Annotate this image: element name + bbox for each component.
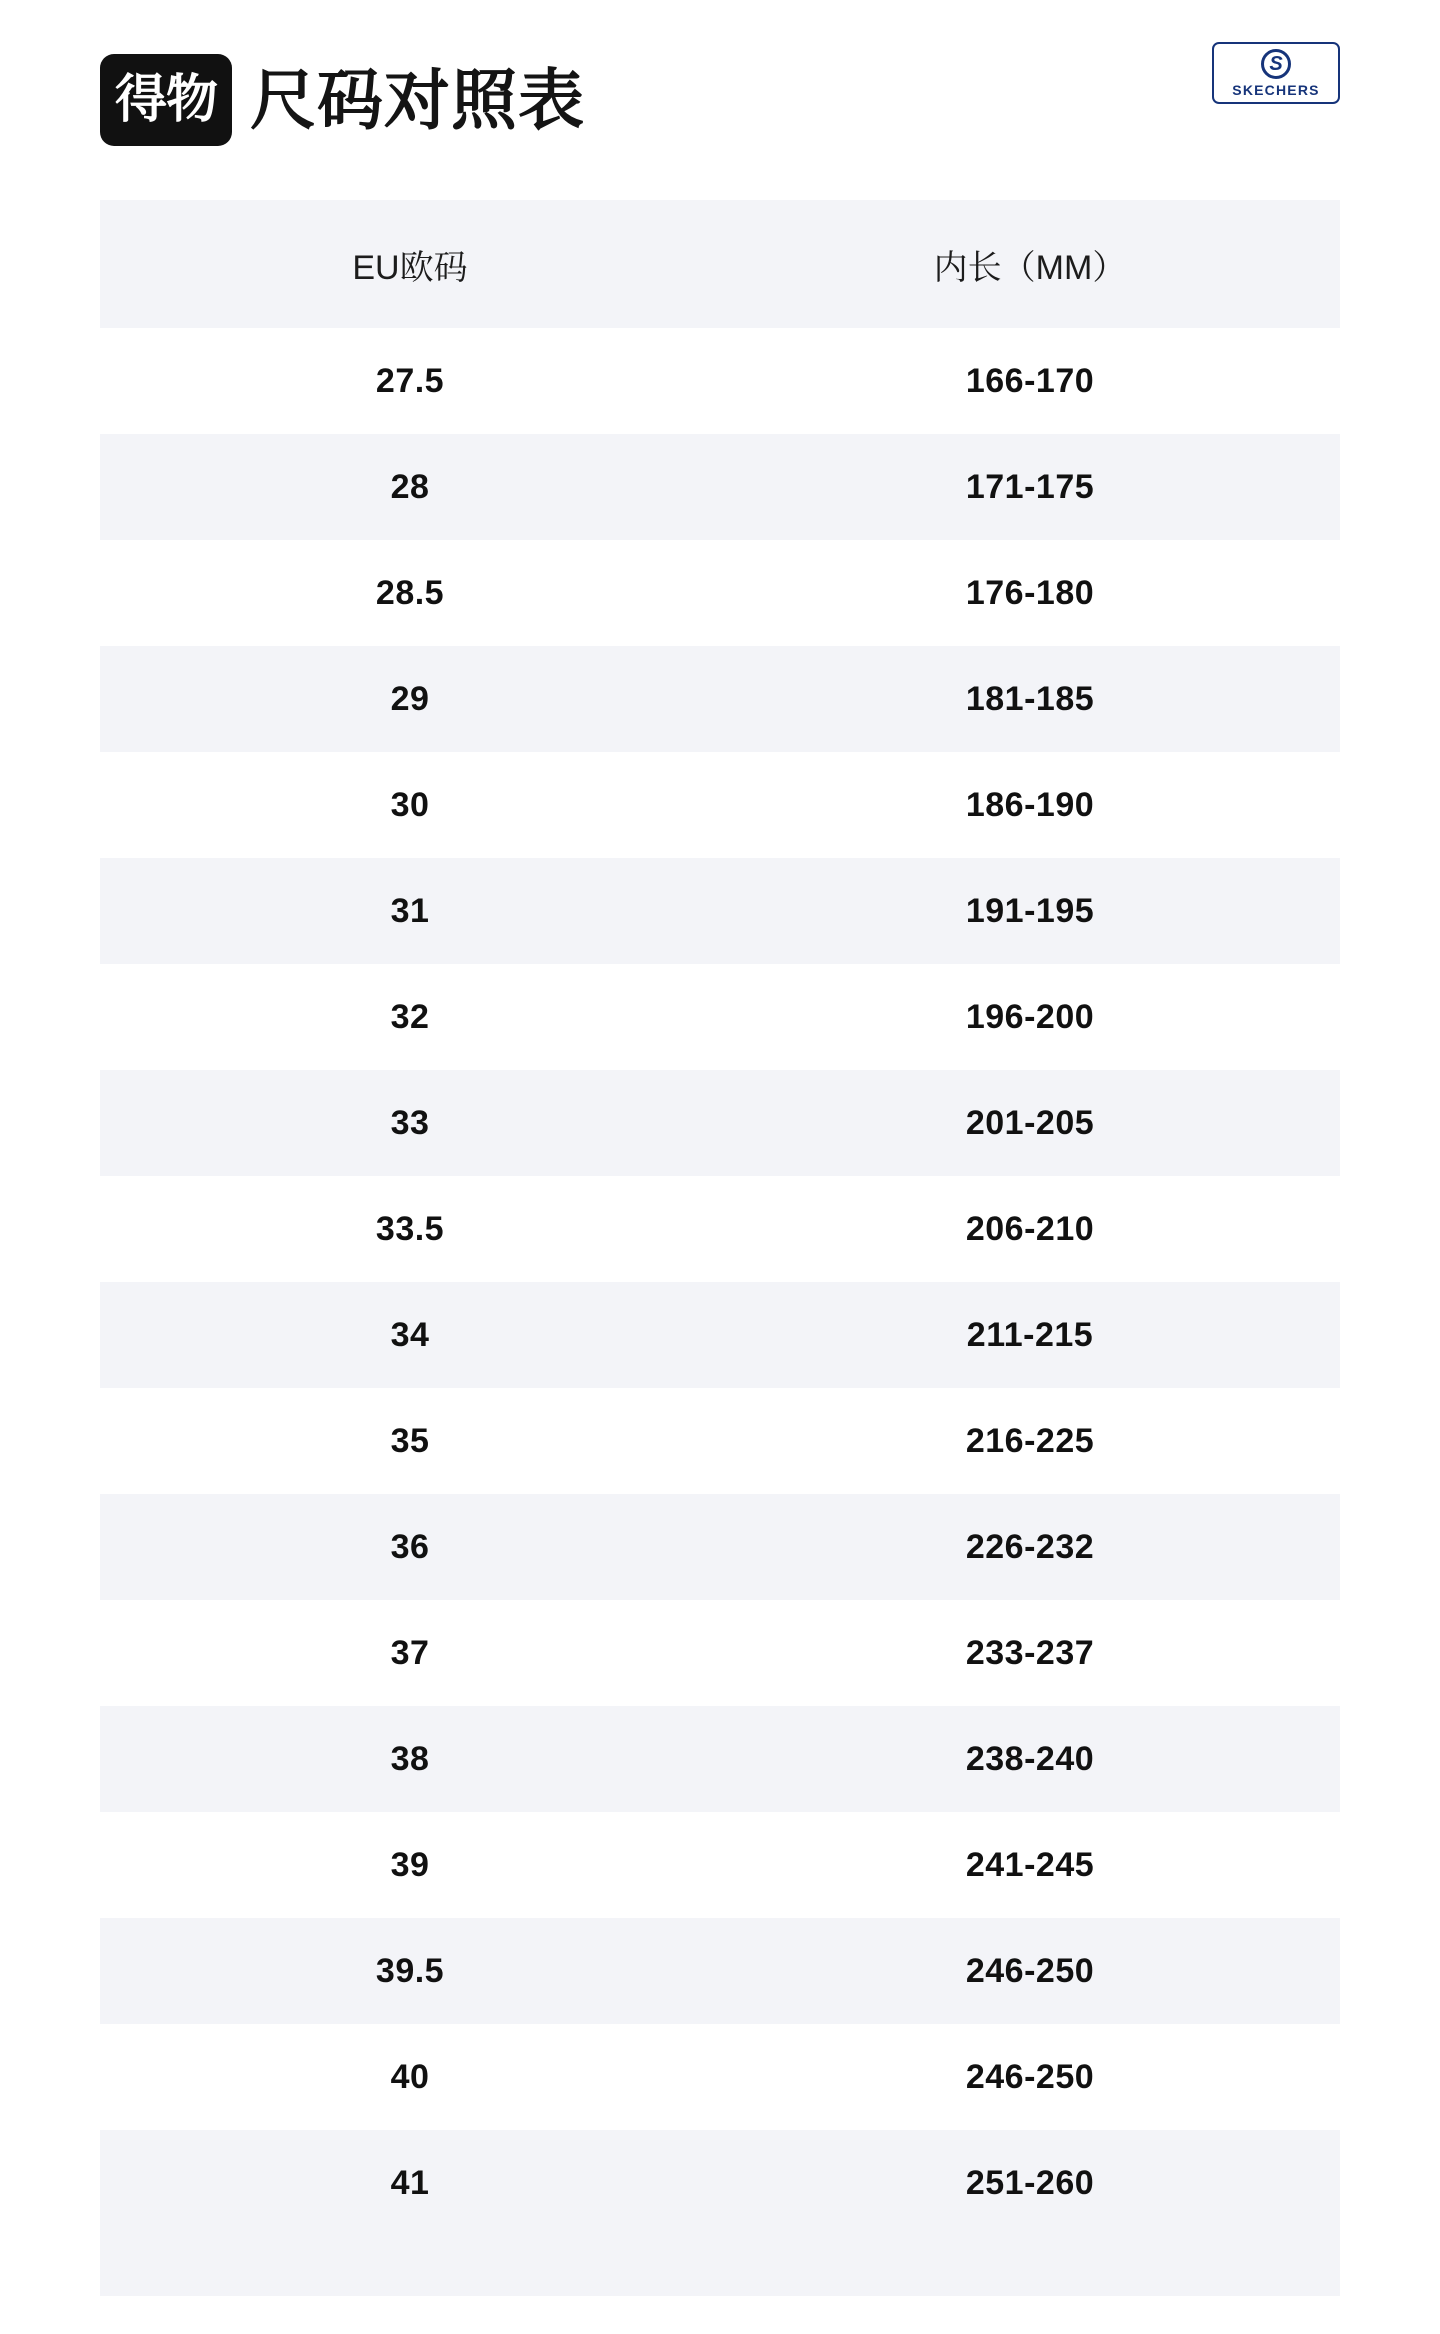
- page-header: [0, 0, 1440, 200]
- brand-block: [100, 54, 585, 146]
- size-chart-table: [100, 200, 1340, 2236]
- cell-inner-length: 196-200: [720, 964, 1340, 1070]
- cell-eu-size: 33.5: [100, 1176, 720, 1282]
- cell-eu-size: 31: [100, 858, 720, 964]
- cell-inner-length: 226-232: [720, 1494, 1340, 1600]
- cell-inner-length: 171-175: [720, 434, 1340, 540]
- cell-inner-length: 181-185: [720, 646, 1340, 752]
- cell-inner-length: 201-205: [720, 1070, 1340, 1176]
- cell-eu-size: 38: [100, 1706, 720, 1812]
- cell-eu-size: 32: [100, 964, 720, 1070]
- cell-eu-size: 29: [100, 646, 720, 752]
- table-row: [100, 1388, 1340, 1494]
- cell-inner-length: 206-210: [720, 1176, 1340, 1282]
- cell-eu-size: 41: [100, 2130, 720, 2236]
- skechers-logo: [1212, 42, 1340, 104]
- cell-eu-size: 35: [100, 1388, 720, 1494]
- cell-eu-size: 39.5: [100, 1918, 720, 2024]
- cell-inner-length: 241-245: [720, 1812, 1340, 1918]
- cell-eu-size: 36: [100, 1494, 720, 1600]
- skechers-s-icon: S: [1261, 49, 1291, 79]
- table-row: [100, 1918, 1340, 2024]
- cell-eu-size: 28: [100, 434, 720, 540]
- cell-inner-length: 216-225: [720, 1388, 1340, 1494]
- table-row: [100, 1070, 1340, 1176]
- table-row: [100, 858, 1340, 964]
- column-header-eu: EU欧码: [352, 248, 468, 287]
- table-row: [100, 1812, 1340, 1918]
- table-row: [100, 328, 1340, 434]
- cell-eu-size: 40: [100, 2024, 720, 2130]
- cell-eu-size: 28.5: [100, 540, 720, 646]
- table-row: [100, 964, 1340, 1070]
- cell-inner-length: 246-250: [720, 2024, 1340, 2130]
- skechers-wordmark: SKECHERS: [1232, 81, 1320, 98]
- cell-eu-size: 39: [100, 1812, 720, 1918]
- table-row: [100, 1600, 1340, 1706]
- cell-inner-length: 176-180: [720, 540, 1340, 646]
- cell-inner-length: 211-215: [720, 1282, 1340, 1388]
- cell-eu-size: 27.5: [100, 328, 720, 434]
- table-head: [100, 200, 1340, 328]
- cell-eu-size: 37: [100, 1600, 720, 1706]
- table-row: [100, 2130, 1340, 2236]
- cell-eu-size: 34: [100, 1282, 720, 1388]
- table-row: [100, 1706, 1340, 1812]
- table-row: [100, 752, 1340, 858]
- page-title: 尺码对照表: [250, 63, 585, 137]
- cell-eu-size: 30: [100, 752, 720, 858]
- dewu-logo-text: 得物: [114, 71, 217, 129]
- dewu-logo-badge: [100, 54, 232, 146]
- size-chart-container: [100, 200, 1340, 2296]
- table-header-row: [100, 200, 1340, 328]
- cell-inner-length: 186-190: [720, 752, 1340, 858]
- table-row: [100, 1282, 1340, 1388]
- column-header-length: 内长（MM）: [933, 248, 1127, 287]
- table-row: [100, 2024, 1340, 2130]
- cell-inner-length: 251-260: [720, 2130, 1340, 2236]
- table-row: [100, 646, 1340, 752]
- cell-eu-size: 33: [100, 1070, 720, 1176]
- cell-inner-length: 166-170: [720, 328, 1340, 434]
- table-row: [100, 540, 1340, 646]
- table-row: [100, 1176, 1340, 1282]
- cell-inner-length: 233-237: [720, 1600, 1340, 1706]
- cell-inner-length: 191-195: [720, 858, 1340, 964]
- cell-inner-length: 246-250: [720, 1918, 1340, 2024]
- table-body: [100, 328, 1340, 2236]
- cell-inner-length: 238-240: [720, 1706, 1340, 1812]
- table-row: [100, 434, 1340, 540]
- table-row: [100, 1494, 1340, 1600]
